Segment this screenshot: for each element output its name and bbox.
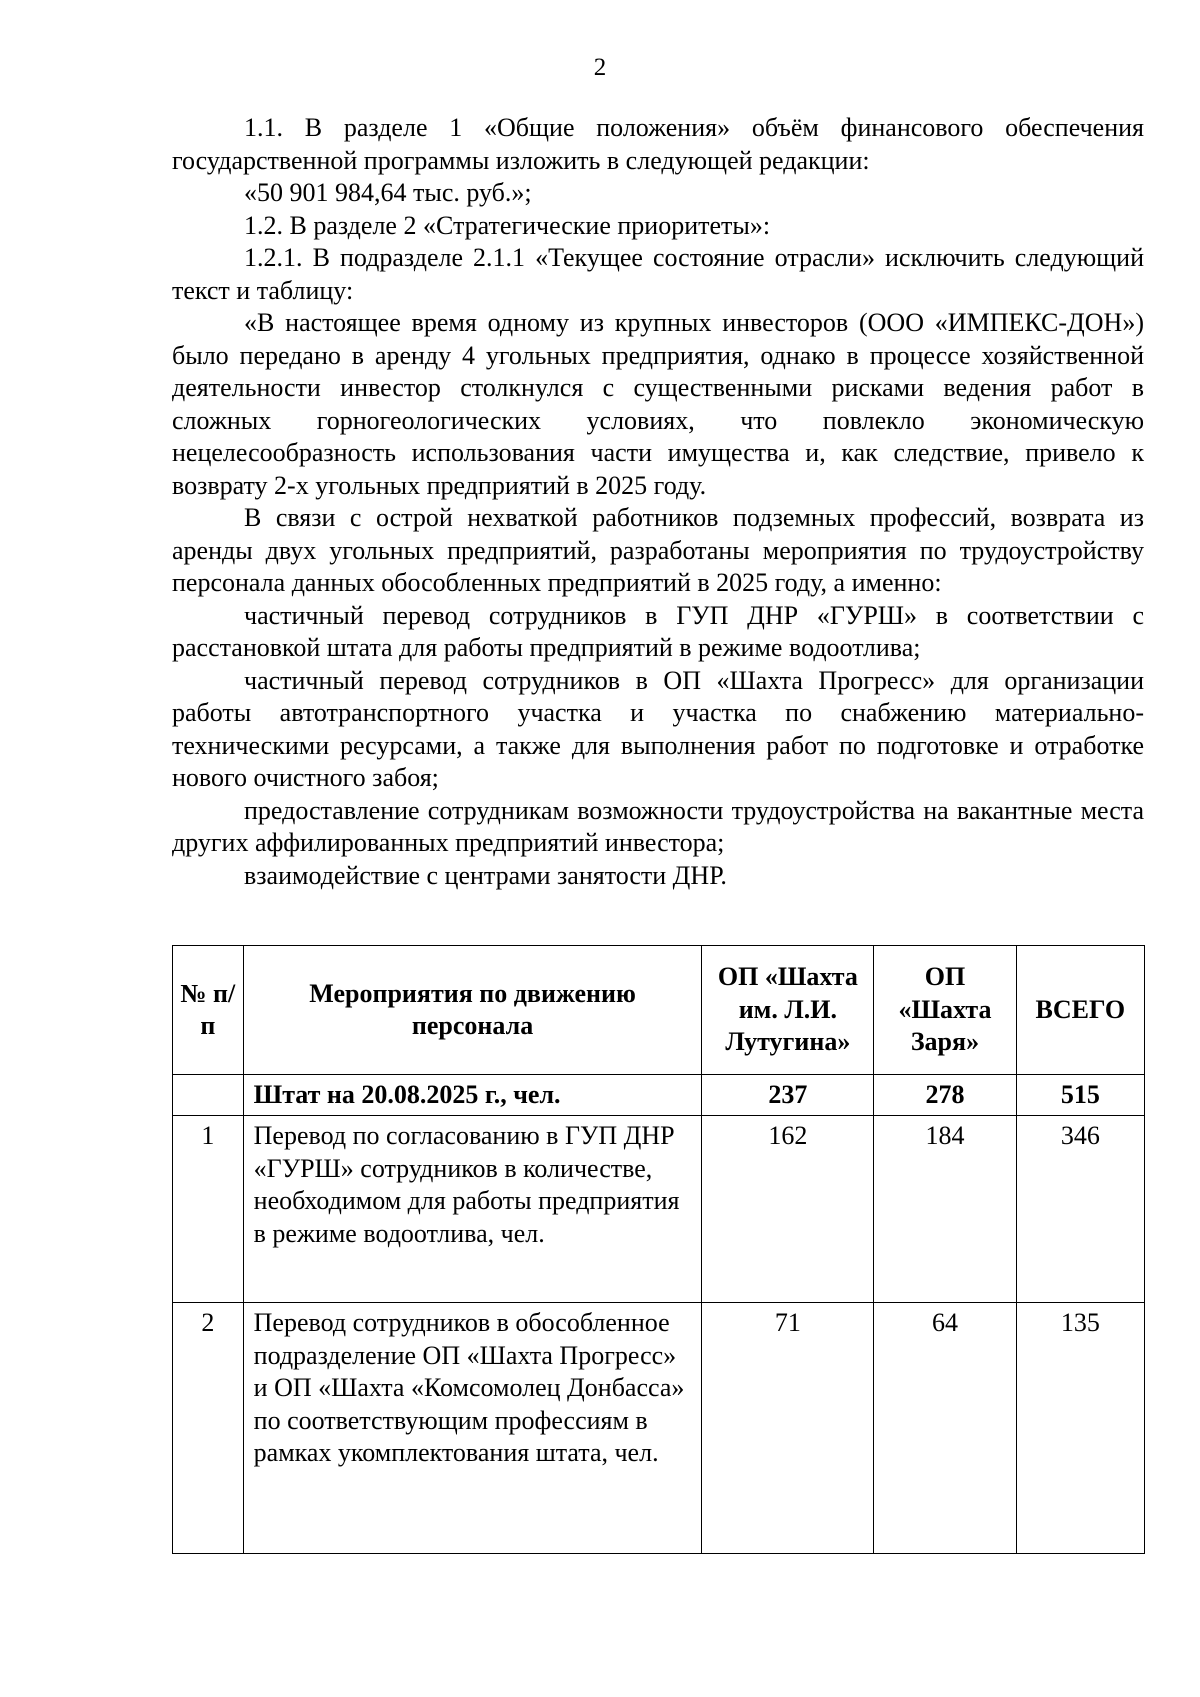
header-total: ВСЕГО [1016,946,1144,1075]
paragraph-amount: «50 901 984,64 тыс. руб.»; [244,178,532,207]
table-header-row [173,946,1145,1075]
paragraph-1-2-1: 1.2.1. В подразделе 2.1.1 «Текущее состояние отрасли» исключить следующий текст и таблицу: [172,243,1144,305]
row-total-cell: 346 [1016,1116,1144,1303]
header-activity: Мероприятия по движению персонала [243,946,702,1075]
paragraph-measure-progress: частичный перевод сотрудников в ОП «Шахта Прогресс» для организации работы автотранспортного участка и участка по снабжению материально-техническими ресурсами, а также для выполнения работ по подготовке и отработке нового очистного забоя; [172,665,1144,792]
table-row [173,1303,1145,1554]
row-text-cell: Перевод по согласованию в ГУП ДНР «ГУРШ» сотрудников в количестве, необходимом для работы предприятия в режиме водоотлива, чел. [243,1116,702,1303]
table-row [173,1116,1145,1303]
row-text-cell: Перевод сотрудников в обособленное подразделение ОП «Шахта Прогресс» и ОП «Шахта «Комсомолец Донбасса» по соответствующим профессиям в рамках укомплектования штата, чел. [243,1303,702,1554]
staff-op2-cell: 278 [874,1075,1016,1116]
staff-op1-cell: 237 [702,1075,874,1116]
staff-label-cell: Штат на 20.08.2025 г., чел. [243,1075,702,1116]
row-op2-cell: 184 [874,1116,1016,1303]
row-number-cell: 1 [173,1116,244,1303]
row-total-cell: 135 [1016,1303,1144,1554]
paragraph-measure-employment: взаимодействие с центрами занятости ДНР. [244,860,727,890]
personnel-table [172,945,1145,1554]
header-number: № п/п [173,946,244,1075]
paragraph-measure-vacancies: предоставление сотрудникам возможности трудоустройства на вакантные места других аффилированных предприятий инвестора; [172,795,1144,857]
row-op1-cell: 162 [702,1116,874,1303]
paragraph-measure-gursh: частичный перевод сотрудников в ГУП ДНР «ГУРШ» в соответствии с расстановкой штата для работы предприятий в режиме водоотлива; [172,600,1144,662]
row-op2-cell: 64 [874,1303,1016,1554]
table-row-staff [173,1075,1145,1116]
paragraph-1-2: 1.2. В разделе 2 «Стратегические приоритеты»: [244,210,771,240]
header-op-zarya: ОП «Шахта Заря» [874,946,1016,1075]
row-op1-cell: 71 [702,1303,874,1554]
document-body [172,112,1144,892]
paragraph-investor: «В настоящее время одному из крупных инвесторов (ООО «ИМПЕКС-ДОН») было передано в аренду 4 угольных предприятия, однако в процессе хозяйственной деятельности инвестор столкнулся с существенными рисками ведения работ в сложных горногеологических условиях, что повлекло экономическую нецелесообразность использования части имущества и, как следствие, привело к возврату 2-х угольных предприятий в 2025 году. [172,308,1144,500]
page-number: 2 [593,54,607,81]
staff-total-cell: 515 [1016,1075,1144,1116]
paragraph-1-1: 1.1. В разделе 1 «Общие положения» объём финансового обеспечения государственной программы изложить в следующей редакции: [172,113,1144,175]
row-number-cell: 2 [173,1303,244,1554]
header-op-lutugina: ОП «Шахта им. Л.И. Лутугина» [702,946,874,1075]
paragraph-measures: В связи с острой нехваткой работников подземных профессий, возврата из аренды двух угольных предприятий, разработаны мероприятия по трудоустройству персонала данных обособленных предприятий в 2025 году, а именно: [172,503,1144,597]
staff-number-cell [173,1075,244,1116]
